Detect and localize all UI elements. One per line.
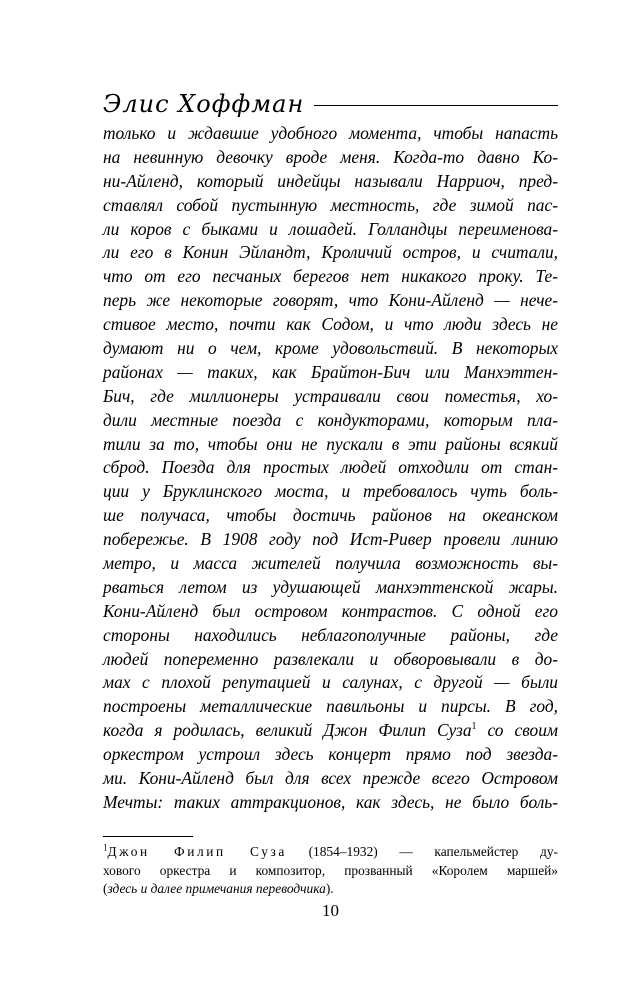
text-line: ции у Бруклинского моста, и требовалось чуть боль-: [103, 481, 558, 502]
page-number: 10: [322, 901, 339, 920]
text-line: побережье. В 1908 году под Ист-Ривер провели линию: [103, 529, 558, 550]
text-segment: когда я родилась, великий Джон Филип Суза: [103, 720, 472, 741]
text-line: ли коров с быками и лошадей. Голландцы переименова-: [103, 218, 558, 239]
footnote-line: [103, 843, 558, 862]
translator-note: здесь и далее примечания переводчика: [107, 881, 326, 897]
text-line: сброд. Поезда для простых людей отходили от стан-: [103, 457, 558, 478]
footnote-rule: [103, 836, 193, 837]
footnote-mark: 1: [103, 842, 108, 853]
running-head: [103, 78, 558, 118]
text-line: Мечты: таких аттракционов, как здесь, не было боль-: [103, 791, 558, 812]
text-line: построены металлические павильоны и пирсы. В год,: [103, 696, 558, 717]
footnote-text: (1854–1932) — капельмейстер ду-: [308, 844, 558, 859]
text-line: на невинную девочку вроде меня. Когда-то давно Ко-: [103, 146, 558, 167]
footnote-paren-close: ).: [325, 881, 334, 897]
text-line-with-footnote: [103, 719, 558, 743]
footnote-person-name: Джон Филип Суза: [107, 844, 287, 859]
author-name: Элис Хоффман: [103, 90, 305, 118]
body-text: [103, 122, 558, 815]
text-segment: со своим: [487, 720, 559, 741]
text-line: Кони-Айленд был островом контрастов. С одной его: [103, 600, 558, 621]
footnote-line: [103, 880, 558, 899]
text-line: метро, и масса жителей получила возможность вы-: [103, 553, 558, 574]
footnote-reference[interactable]: 1: [471, 721, 477, 733]
text-line: стивое место, почти как Содом, и что люди здесь не: [103, 314, 558, 335]
text-line: районах — таких, как Брайтон-Бич или Манхэттен-: [103, 361, 558, 382]
text-line: дили местные поезда с кондукторами, которым пла-: [103, 409, 558, 430]
footnote-paren-open: (: [103, 881, 108, 897]
header-rule: [314, 105, 558, 106]
text-line: ставлял собой пустынную местность, где зимой пас-: [103, 194, 558, 215]
text-line: только и ждавшие удобного момента, чтобы напасть: [103, 123, 558, 143]
footnote: [103, 843, 558, 899]
text-line: ли его в Конин Эйландт, Кроличий остров, и считали,: [103, 242, 558, 263]
text-line: Бич, где миллионеры устраивали свои поместья, хо-: [103, 385, 558, 406]
text-line: рваться летом из удушающей манхэттенской жары.: [103, 576, 558, 597]
text-line: ше получаса, чтобы достичь районов на океанском: [103, 505, 558, 526]
text-line: людей попеременно развлекали и обворовывали в до-: [103, 648, 558, 669]
text-line: мах с плохой репутацией и салунах, с другой — были: [103, 672, 558, 693]
text-line: ми. Кони-Айленд был для всех прежде всего Островом: [103, 768, 558, 789]
footnote-line: хового оркестра и композитор, прозванный «Королем маршей»: [103, 862, 558, 878]
text-line: думают ни о чем, кроме удовольствий. В некоторых: [103, 338, 558, 359]
text-line: оркестром устроил здесь концерт прямо под звезда-: [103, 744, 558, 765]
text-line: тили за то, чтобы они не пускали в эти районы всякий: [103, 433, 558, 454]
text-line: стороны находились неблагополучные районы, где: [103, 624, 558, 645]
text-line: что от его песчаных берегов нет никакого проку. Те-: [103, 266, 558, 287]
text-line: перь же некоторые говорят, что Кони-Айленд — нече-: [103, 290, 558, 311]
text-line: ни-Айленд, который индейцы называли Нарриоч, пред-: [103, 170, 558, 191]
